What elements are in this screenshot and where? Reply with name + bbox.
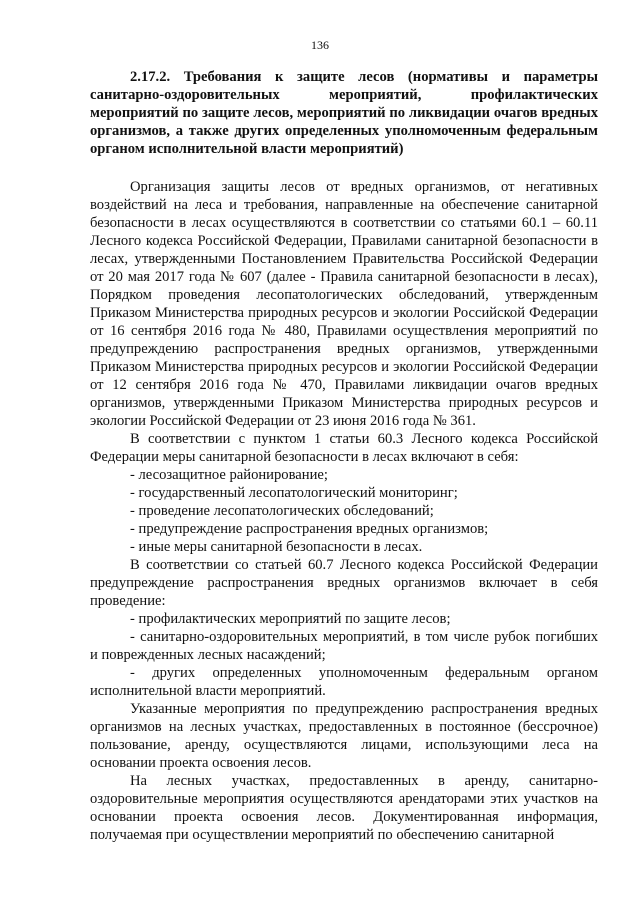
page-number: 136	[311, 38, 329, 52]
list-item: - проведение лесопатологических обследований;	[130, 503, 434, 519]
section-heading: 2.17.2. Требования к защите лесов (нормативы и параметры санитарно-оздоровительных мероприятий, профилактических мероприятий по защите лесов, мероприятий по ликвидации очагов вредных организмов, а также других определенных уполномоченным федеральным органом исполнительной власти мероприятий)	[90, 69, 598, 157]
paragraph-3: В соответствии со статьей 60.7 Лесного кодекса Российской Федерации предупреждение распространения вредных организмов включает в себя проведение:	[90, 557, 598, 609]
list-item: - профилактических мероприятий по защите лесов;	[130, 611, 451, 627]
list-item: - государственный лесопатологический мониторинг;	[130, 485, 458, 501]
list-item: - предупреждение распространения вредных организмов;	[130, 521, 489, 537]
list-item: - лесозащитное районирование;	[130, 467, 328, 483]
paragraph-5: На лесных участках, предоставленных в аренду, санитарно-оздоровительные мероприятия осуществляются арендаторами этих участков на основании проекта освоения лесов. Документированная информация, получаемая при осуществлении мероприятий по обеспечению санитарной	[90, 773, 598, 843]
list-item: - санитарно-оздоровительных мероприятий, в том числе рубок погибших и поврежденных лесных насаждений;	[90, 629, 598, 663]
paragraph-4: Указанные мероприятия по предупреждению распространения вредных организмов на лесных участках, предоставленных в постоянное (бессрочное) пользование, аренду, осуществляются лицами, использующими леса на основании проекта освоения лесов.	[90, 701, 598, 771]
page-content	[90, 68, 598, 844]
list-item: - других определенных уполномоченным федеральным органом исполнительной власти мероприятий.	[90, 665, 598, 699]
paragraph-2: В соответствии с пунктом 1 статьи 60.3 Лесного кодекса Российской Федерации меры санитарной безопасности в лесах включают в себя:	[90, 431, 598, 465]
list-item: - иные меры санитарной безопасности в лесах.	[130, 539, 423, 555]
paragraph-1: Организация защиты лесов от вредных организмов, от негативных воздействий на леса и требования, направленные на обеспечение санитарной безопасности в лесах осуществляются в соответствии со статьями 60.1 – 60.11 Лесного кодекса Российской Федерации, Правилами санитарной безопасности в лесах, утвержденными Постановлением Правительства Российской Федерации от 20 мая 2017 года № 607 (далее - Правила санитарной безопасности в лесах), Порядком проведения лесопатологических обследований, утвержденным Приказом Министерства природных ресурсов и экологии Российской Федерации от 16 сентября 2016 года № 480, Правилами осуществления мероприятий по предупреждению распространения вредных организмов, утвержденными Приказом Министерства природных ресурсов и экологии Российской Федерации от 12 сентября 2016 года № 470, Правилами ликвидации очагов вредных организмов, утвержденными Приказом Министерства природных ресурсов и экологии Российской Федерации от 23 июня 2016 года № 361.	[90, 179, 598, 429]
